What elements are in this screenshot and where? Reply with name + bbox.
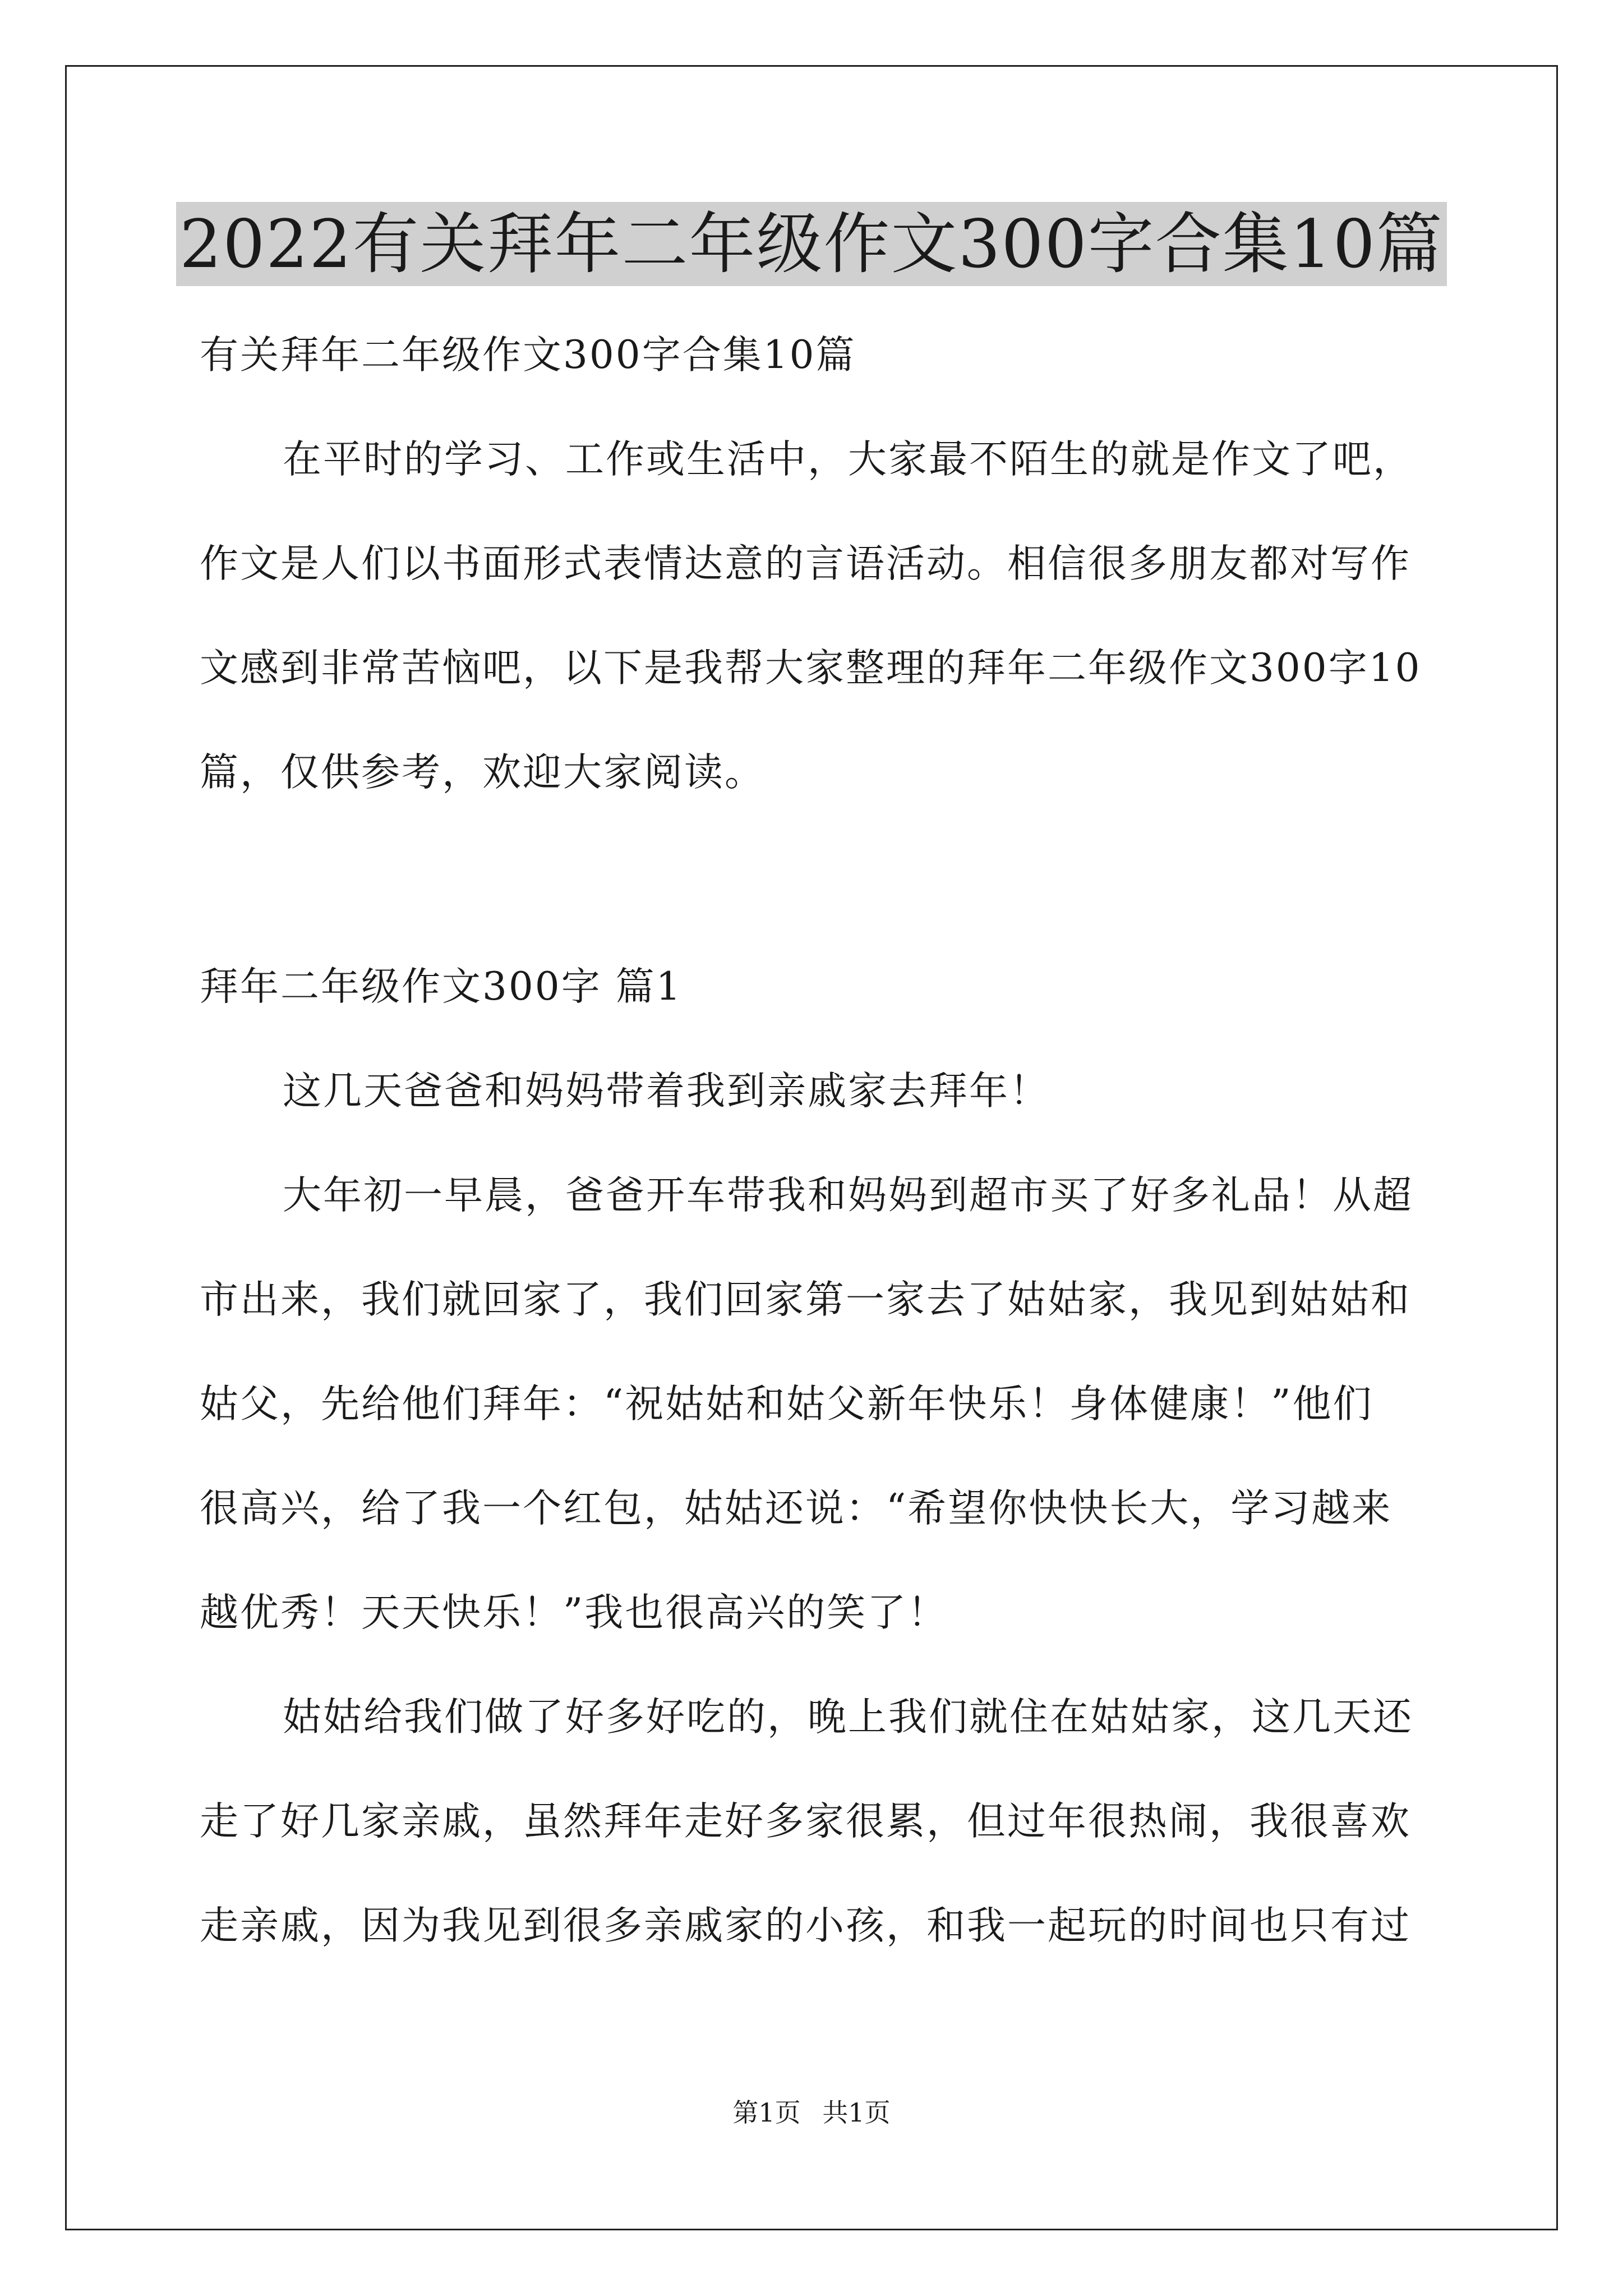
- document-subtitle: 有关拜年二年级作文300字合集10篇: [200, 333, 856, 378]
- document-body: [200, 303, 1433, 1978]
- paragraph-line: 姑姑给我们做了好多好吃的，晚上我们就住在姑姑家，这几天还: [283, 1695, 1413, 1740]
- paragraph-line: 走亲戚，因为我见到很多亲戚家的小孩，和我一起玩的时间也只有过: [200, 1903, 1411, 1948]
- intro-line: 文感到非常苦恼吧，以下是我帮大家整理的拜年二年级作文300字10: [200, 646, 1422, 691]
- paragraph-line: 市出来，我们就回家了，我们回家第一家去了姑姑家，我见到姑姑和: [200, 1277, 1411, 1322]
- paragraph-line: 很高兴，给了我一个红包，姑姑还说：“希望你快快长大，学习越来: [200, 1486, 1393, 1531]
- document-title: 2022有关拜年二年级作文300字合集10篇: [176, 202, 1447, 286]
- intro-line: 篇，仅供参考，欢迎大家阅读。: [200, 750, 765, 795]
- intro-line: 在平时的学习、工作或生活中，大家最不陌生的就是作文了吧，: [283, 437, 1413, 482]
- paragraph-line: 这几天爸爸和妈妈带着我到亲戚家去拜年！: [283, 1069, 1050, 1114]
- intro-line: 作文是人们以书面形式表情达意的言语活动。相信很多朋友都对写作: [200, 541, 1411, 586]
- spacer: [200, 825, 1433, 935]
- page-footer: [0, 2092, 1623, 2129]
- paragraph-line: 姑父，先给他们拜年：“祝姑姑和姑父新年快乐！身体健康！”他们: [200, 1382, 1373, 1427]
- paragraph-line: 大年初一早晨，爸爸开车带我和妈妈到超市买了好多礼品！从超: [283, 1173, 1413, 1218]
- paragraph-line: 越优秀！天天快乐！”我也很高兴的笑了！: [200, 1590, 948, 1635]
- page-number: 第1页: [732, 2097, 801, 2128]
- page-total: 共1页: [822, 2097, 891, 2128]
- section-heading: 拜年二年级作文300字 篇1: [200, 964, 683, 1009]
- title-container: [0, 202, 1623, 286]
- paragraph-line: 走了好几家亲戚，虽然拜年走好多家很累，但过年很热闹，我很喜欢: [200, 1799, 1411, 1844]
